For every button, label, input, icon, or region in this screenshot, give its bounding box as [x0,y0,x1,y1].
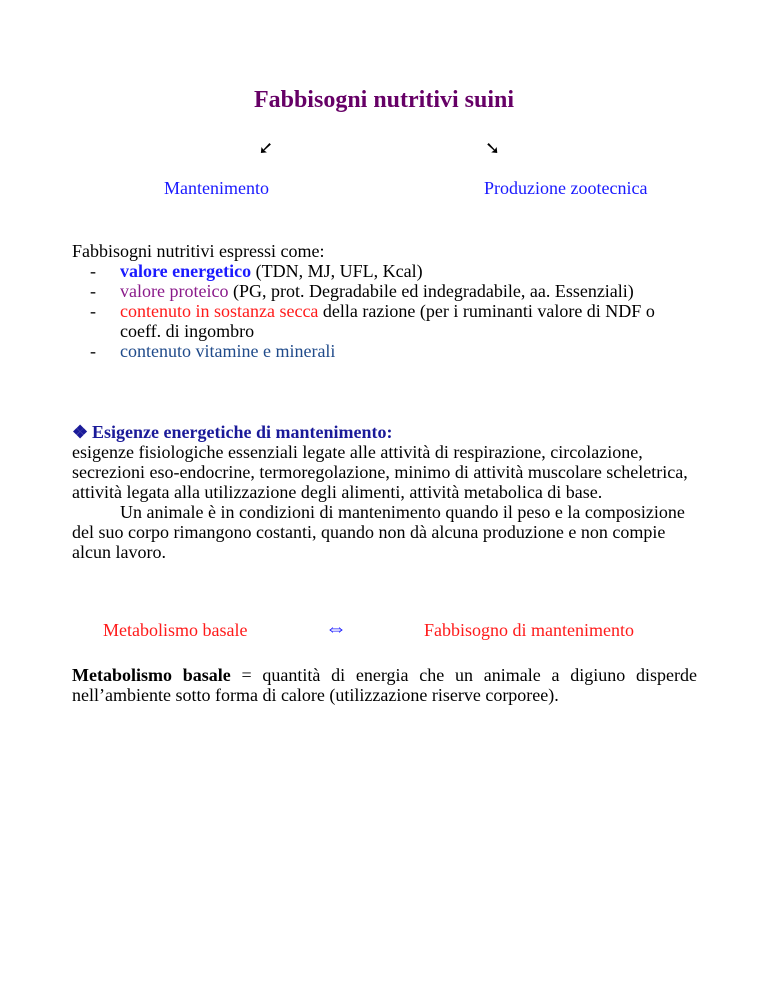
equivalence-right: Fabbisogno di mantenimento [424,620,634,640]
definition-text: = quantità di energia che un animale a digiuno disperde nell’ambiente sotto forma di calore (utilizzazione riserve corporee). [72,665,697,705]
list-dash: - [90,261,96,281]
section-heading-text: Esigenze energetiche di mantenimento: [92,422,393,442]
expressed-intro: Fabbisogni nutritivi espressi come: [72,241,325,261]
section-heading [72,422,697,442]
energy-highlight: valore energetico [120,261,252,281]
definition-term: Metabolismo basale [72,665,231,685]
dry-matter-highlight: contenuto in sostanza secca [120,301,319,321]
arrow-down-right-icon: ➘ [485,138,501,158]
list-dash: - [90,301,96,321]
list-item-protein [72,281,692,301]
page-title: Fabbisogni nutritivi suini [253,87,515,113]
list-item-dry-matter [72,301,692,341]
branch-mantenimento: Mantenimento [164,178,269,198]
section-paragraph-2: Un animale è in condizioni di mantenimento quando il peso e la composizione del suo corpo rimangono costanti, quando non dà alcuna produzione e non compie alcun lavoro. [72,502,685,562]
protein-highlight: valore proteico [120,281,229,301]
equivalence-left: Metabolismo basale [103,620,248,640]
list-item-energy [72,261,692,281]
arrow-down-left-icon: ➘ [258,138,274,158]
vitamins-highlight: contenuto vitamine e minerali [120,341,336,361]
expressed-block [72,241,692,361]
diamond-bullet-icon: ❖ [72,422,89,442]
maintenance-section [72,422,697,562]
protein-detail: (PG, prot. Degradabile ed indegradabile, aa. Essenziali) [228,281,634,301]
section-paragraph-1: esigenze fisiologiche essenziali legate alle attività di respirazione, circolazione, secrezioni eso-endocrine, termoregolazione, minimo di attività muscolare scheletrica, attività legata alla utilizzazione degli alimenti, attività metabolica di base. [72,442,688,502]
branch-produzione: Produzione zootecnica [484,178,648,198]
list-dash: - [90,281,96,301]
dry-matter-detail: della razione (per i ruminanti valore di NDF o coeff. di ingombro [120,301,655,341]
energy-detail: (TDN, MJ, UFL, Kcal) [251,261,423,281]
list-item-vitamins [72,341,692,361]
equivalence-row [0,615,768,644]
double-arrow-icon: ⇔ [325,615,347,640]
definition-paragraph [72,665,697,705]
list-dash: - [90,341,96,361]
expressed-list [72,261,692,361]
